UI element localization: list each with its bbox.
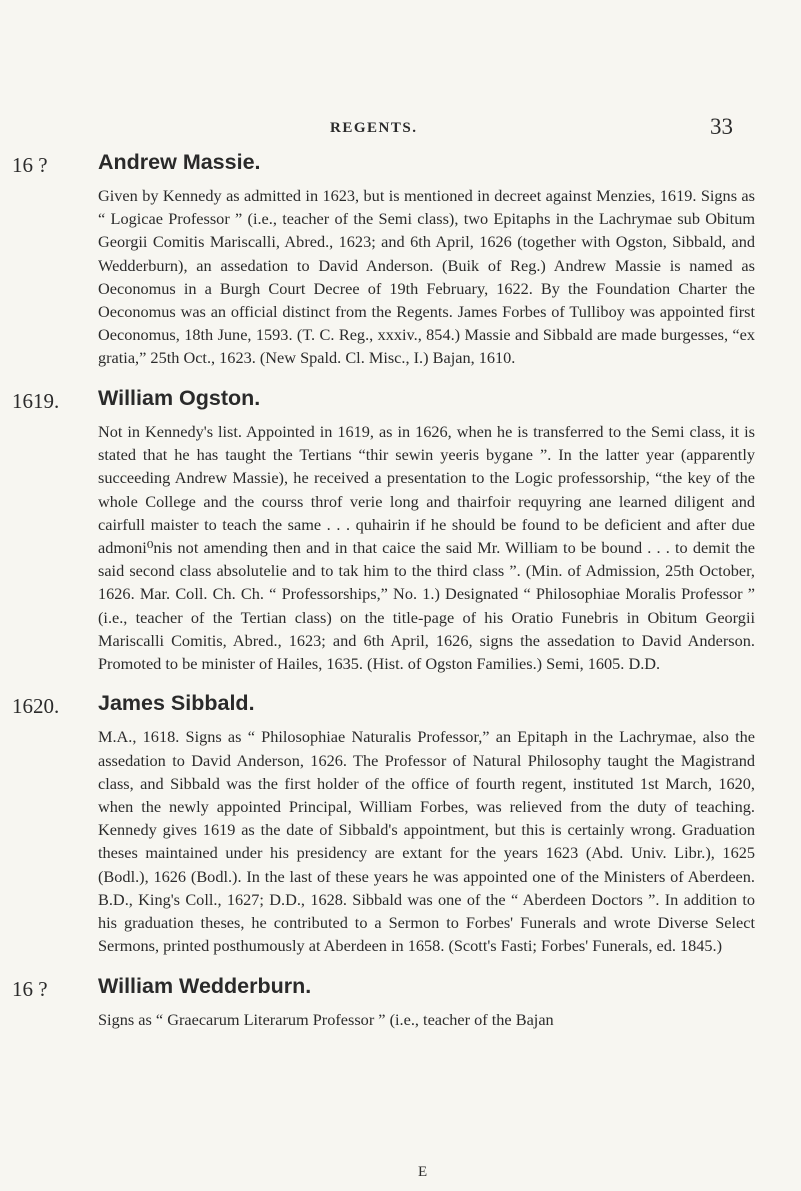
entry-text: Signs as “ Graecarum Literarum Professor ” (i.e., teacher of the Bajan xyxy=(98,1009,554,1029)
entry-year: 16 ? xyxy=(12,976,48,1001)
running-head: REGENTS. xyxy=(330,120,418,136)
entry-william-wedderburn xyxy=(0,974,801,1031)
entry-year: 16 ? xyxy=(12,153,48,177)
entry-andrew-massie xyxy=(0,150,801,370)
entry-william-ogston xyxy=(0,386,801,675)
entry-year: 1619. xyxy=(12,388,60,413)
signature-mark: E xyxy=(418,1164,428,1180)
page-header xyxy=(0,114,801,144)
entry-name: William Ogston. xyxy=(98,385,261,410)
entry-name: Andrew Massie. xyxy=(98,150,261,174)
page-number: 33 xyxy=(710,114,733,139)
entry-year: 1620. xyxy=(12,694,60,719)
entry-text: M.A., 1618. Signs as “ Philosophiae Naturalis Professor,” an Epitaph in the Lachrymae, also the assedation to David Anderson, 1626. The Professor of Natural Philosophy taught the Magistrand class, and Sibbald was the first holder of the office of fourth regent, instituted 1st March, 1620, when the newly appointed Principal, William Forbes, was relieved from the duty of teaching. Kennedy gives 1619 as the date of Sibbald's appointment, but this is certainly wrong. Graduation theses maintained under his presidency are extant for the years 1623 (Abd. Univ. Libr.), 1625 (Bodl.), 1626 (Bodl.). In the last of these years he was appointed one of the Ministers of Aberdeen. B.D., King's Coll., 1627; D.D., 1628. Sibbald was one of the “ Aberdeen Doctors ”. In addition to his graduation theses, he contributed to a Sermon to Forbes' Funerals and wrote Diverse Select Sermons, printed posthumously at Aberdeen in 1658. (Scott's Fasti; Forbes' Funerals, ed. 1845.) xyxy=(98,727,755,956)
entry-text: Not in Kennedy's list. Appointed in 1619, as in 1626, when he is transferred to the Semi class, it is stated that he has taught the Tertians “thir sewin yeeris bygane ”. In the latter year (apparently succeeding Andrew Massie), he received a presentation to the Logic professorship, “the key of the whole College and the courss throf verie long and thairfoir requyring ane learned diligent and cairfull maister to teach the same . . . quhairin if he should be found to be deficient and after due admoni⁰nis not amending then and in that caice the said Mr. William to be bound . . . to demit the said second class absolutelie and to tak him to the third class ”. (Min. of Admission, 25th October, 1626. Mar. Coll. Ch. Ch. “ Professorships,” No. 1.) Designated “ Philosophiae Moralis Professor ” (i.e., teacher of the Tertian class) on the title-page of his Oratio Funebris in Obitum Georgii Mariscalli Comitis, Abred., 1623; and 6th April, 1626, signs the assedation to David Anderson. Promoted to be minister of Hailes, 1635. (Hist. of Ogston Families.) Semi, 1605. D.D. xyxy=(98,421,755,673)
entry-name: William Wedderburn. xyxy=(98,973,312,998)
entry-name: James Sibbald. xyxy=(98,691,255,716)
entry-james-sibbald xyxy=(0,691,801,957)
regent-entries xyxy=(0,150,801,1047)
entry-text: Given by Kennedy as admitted in 1623, but is mentioned in decreet against Menzies, 1619. Signs as “ Logicae Professor ” (i.e., teacher of the Semi class), two Epitaphs in the Lachrymae sub Obitum Georgii Comitis Mariscalli, Abred., 1623; and 6th April, 1626 (together with Ogston, Sibbald, and Wedderburn), an assedation to David Anderson. (Buik of Reg.) Andrew Massie is named as Oeconomus in a Burgh Court Decree of 19th February, 1622. By the Foundation Charter the Oeconomus was an official distinct from the Regents. James Forbes of Tulliboy was appointed first Oeconomus, 18th June, 1593. (T. C. Reg., xxxiv., 854.) Massie and Sibbald are made burgesses, “ex gratia,” 25th Oct., 1623. (New Spald. Cl. Misc., I.) Bajan, 1610. xyxy=(98,186,755,368)
